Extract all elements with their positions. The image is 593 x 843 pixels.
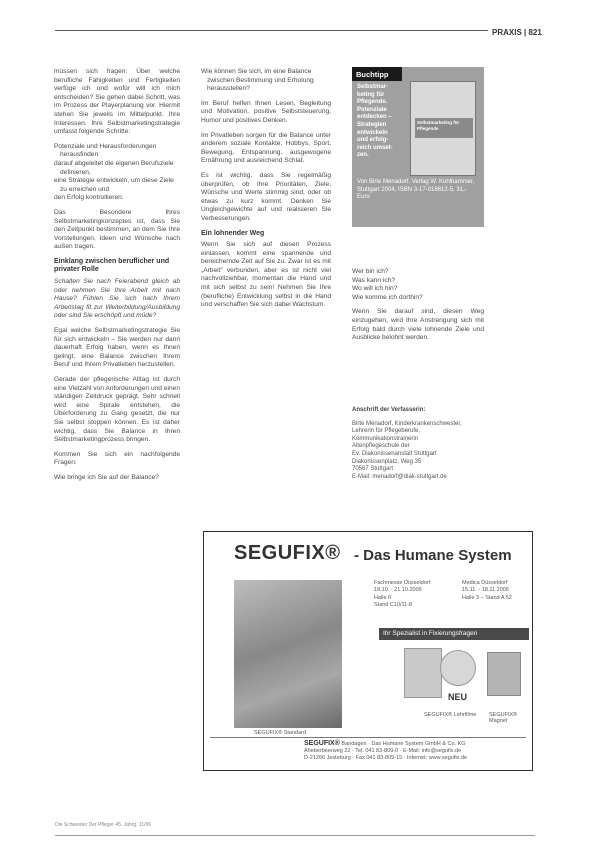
book-tip-info: Von Birte Menadorf, Verlag W. Kohlhammer, Stuttgart 2004, ISBN 3-17-018612-5, 31,- Euro bbox=[357, 179, 475, 201]
book-tip-line: und erfolg- bbox=[357, 137, 389, 144]
ad-photo-patient-bed bbox=[234, 580, 342, 728]
book-tip-line: Selbstmar- bbox=[357, 84, 389, 90]
paragraph: Das Besondere Ihres Selbstmarketingkonzeptes ist, dass Sie den Zeitpunkt bestimmen, an dem Sie Ihre Vorstellungen, Ideen und Wünsche nach außen tragen. bbox=[54, 208, 180, 251]
product-box-image bbox=[404, 648, 442, 698]
event-line: Halle 6 bbox=[374, 594, 392, 601]
paragraph: Gerade der pflegerische Alltag ist durch eine Vielzahl von Anforderungen und einen ständigen Zeitdruck geprägt. Sehr schnell wird eine Spirale entstehen, die Überforderung zu Gang gesetzt, die nur Sie selbst stoppen können. Es ist daher wichtig, dass Sie Balance in Ihren Selbstmarketingprozess bringen. bbox=[54, 376, 180, 444]
paragraph: Kommen Sie sich ein nachfolgende Fragen: bbox=[54, 450, 180, 467]
event-line: 18.10. - 21.10.2006 bbox=[374, 587, 422, 594]
book-tip-line: zen. bbox=[357, 152, 369, 159]
column-2 bbox=[201, 68, 331, 316]
paragraph: Egal welche Selbstmarketingstrategie Sie für sich entwickeln – Sie werden nur dann dauerhaft Erfolg haben, wenn es Ihnen gelingt, eine Balance zwischen Ihrem Beruf und Ihrem Privatleben herzustellen. bbox=[54, 327, 180, 369]
header-rule bbox=[55, 30, 535, 31]
book-cover-image bbox=[410, 81, 476, 176]
footer-rule bbox=[55, 835, 535, 836]
ad-contact-line: D-21266 Jesteburg · Fax 041 83-809-15 · Internet: www.segufix.de bbox=[304, 755, 467, 761]
author-line: Kommunikationstrainerin bbox=[352, 435, 419, 442]
paragraph: müssen sich fragen: Über welche berufliche Fähigkeiten und Fertigkeiten verfüge ich und wofür will ich mich entscheiden? Sie gehen dabei Schritt, was im Prozess der Playerplanung vor. Hiermit stehen Sie jeweils im Mittelpunkt. Ihre Interessen. Ihre Selbstmarketingstrategie umfasst folgende Schritte: bbox=[54, 68, 180, 136]
ad-divider bbox=[210, 737, 526, 738]
book-tip-box bbox=[352, 67, 484, 227]
questions-list bbox=[201, 68, 331, 94]
event-line: Fachmesse Düsseldorf bbox=[374, 580, 431, 586]
questions-list bbox=[54, 474, 180, 483]
book-tip-line: keting für bbox=[357, 91, 385, 98]
ad-new-badge: NEU bbox=[448, 692, 468, 702]
author-line: Altenpflegeschule der bbox=[352, 443, 410, 450]
list-item: Potenziale und Herausforderungen herausfinden bbox=[54, 142, 157, 159]
ad-brand-logo: SEGUFIX® bbox=[234, 542, 341, 564]
list-item: Wo will ich hin? bbox=[352, 285, 398, 293]
book-tip-line: Pflegende. bbox=[357, 99, 388, 106]
segufix-advertisement bbox=[203, 531, 533, 771]
event-line: Stand C10/11-8 bbox=[374, 602, 413, 609]
ad-contact-line: Aheberbeerweg 22 · Tel. 041 83-809-0 · E-Mail: info@segufix.de bbox=[304, 748, 462, 754]
product-caption: SEGUFIX® Magnet bbox=[489, 712, 518, 724]
italic-intro: Schalten Sie nach Feierabend gleich ab oder nehmen Sie Ihre Arbeit mit nach Hause? Fühlen Sie sich nach Ihrem Arbeitstag fit zur Weiterbildung/Ausbildung oder sind Sie erschöpft und müde? bbox=[54, 278, 180, 320]
product-magnet-image bbox=[487, 652, 521, 696]
paragraph: Wenn Sie sich auf diesen Prozess einlassen, kommt eine spannende und bereichernde Zeit auf Sie zu. Zwar ist es mit „Arbeit" verbunden, aber es ist nicht viel nachvollziehbar, momentan die Hand und mit sich selbst zu sein! Nehmen Sie Ihre (berufliche) Entwicklung selbst in die Hand und verschaffen Sie sich dabei Wachstum. bbox=[201, 241, 331, 309]
book-tip-line: Potenziale bbox=[357, 106, 387, 113]
book-tip-line: entdecken – bbox=[357, 114, 392, 121]
product-caption: SEGUFIX® Lehrfilme bbox=[424, 712, 477, 718]
list-item: Wie können Sie sich, im eine Balance zwischen Bestimmung und Erholung herausstellen? bbox=[201, 68, 314, 93]
ad-contact-company: Bandagen · Das Humane System GmbH & Co. KG bbox=[341, 741, 466, 747]
ad-contact bbox=[304, 740, 529, 762]
list-item: eine Strategie entwickeln, um diese Ziele zu erreichen und bbox=[54, 177, 174, 193]
ad-photo-caption: SEGUFIX® Standard bbox=[254, 730, 307, 736]
author-label: Anschrift der Verfasserin: bbox=[352, 407, 426, 413]
event-line: Halle 3 – Stand A 52 bbox=[462, 594, 512, 601]
event-line: Medica Düsseldorf bbox=[462, 580, 508, 586]
ad-specialist-banner: Ihr Spezialist in Fixierungsfragen bbox=[379, 628, 529, 640]
book-tip-title: Buchtipp bbox=[352, 67, 402, 81]
event-line: 15.11. - 18.11.2006 bbox=[462, 587, 509, 594]
author-email[interactable]: E-Mail: menadorf@diak-stuttgart.de bbox=[352, 473, 447, 480]
book-tip-line: Strategien bbox=[357, 121, 387, 128]
book-tip-line: reich umset- bbox=[357, 144, 393, 151]
paragraph: Im Beruf helfen Ihnen Lesen, Begleitung und Motivation, positive Selbststeuerung, Humor und positives Denken. bbox=[201, 99, 331, 124]
author-line: Lehrerin für Pflegeberufe, bbox=[352, 428, 421, 435]
section-heading: Einklang zwischen beruflicher und privater Rolle bbox=[54, 257, 170, 274]
ad-event-1 bbox=[374, 580, 454, 610]
book-cover-title: Selbstmarketing für Pflegende bbox=[417, 120, 460, 131]
book-tip-headline bbox=[357, 84, 407, 160]
author-line: Ev. Diakonissenanstalt Stuttgart bbox=[352, 450, 437, 457]
list-item: den Erfolg kontrollieren. bbox=[54, 194, 124, 202]
author-line: 70567 Stuttgart bbox=[352, 466, 394, 473]
ad-slogan: - Das Humane System bbox=[354, 547, 512, 564]
list-item: Wer bin ich? bbox=[352, 268, 389, 275]
paragraph: Es ist wichtig, dass Sie regelmäßig überprüfen, ob Ihre Prioritäten, Ziele, Wünsche und Werte stimmig sind, oder ob etwas zu kurz kommt. Denken Sie Ungleichgewichte auf und realisieren Sie Verbesserungen. bbox=[201, 171, 331, 222]
ad-event-2 bbox=[462, 580, 532, 602]
author-address bbox=[352, 407, 484, 481]
page-footer: Die Schwester Der Pfleger 45. Jahrg. 11/06 bbox=[55, 822, 152, 828]
list-item: Wie komme ich dorthin? bbox=[352, 293, 423, 301]
list-item: Was kann ich? bbox=[352, 276, 396, 284]
column-1 bbox=[54, 68, 180, 489]
column-3 bbox=[352, 268, 484, 349]
paragraph: Im Privatleben sorgen für die Balance unter anderem soziale Kontakte, Hobbys, Sport, Bewegung, Entspannung, ausgewogene Ernährung und ausreichend Schlaf. bbox=[201, 131, 331, 165]
section-heading: Ein lohnender Weg bbox=[201, 229, 265, 237]
list-item: Wie bringe ich Sie auf der Balance? bbox=[54, 473, 159, 481]
product-dvd-image bbox=[440, 650, 476, 686]
book-tip-line: entwickeln bbox=[357, 129, 388, 136]
ad-contact-line bbox=[304, 740, 529, 748]
steps-list bbox=[54, 143, 180, 203]
ad-footer-brand: SEGUFIX® bbox=[304, 740, 340, 747]
list-item: darauf abgeleitet die eigenen Berufsziele definieren, bbox=[54, 159, 174, 176]
author-line: Birte Menadorf, Kinderkrankenschwester, bbox=[352, 420, 462, 427]
questions-list bbox=[352, 268, 484, 302]
author-line: Diakonissenplatz, Weg 35 bbox=[352, 458, 422, 465]
page-header: PRAXIS | 821 bbox=[488, 28, 542, 37]
paragraph: Wenn Sie darauf sind, diesen Weg einzugehen, wird Ihre Anstrengung sich mit Erfolg bald durch viele lohnende Ziele und Ausblicke belohnt werden. bbox=[352, 308, 484, 342]
